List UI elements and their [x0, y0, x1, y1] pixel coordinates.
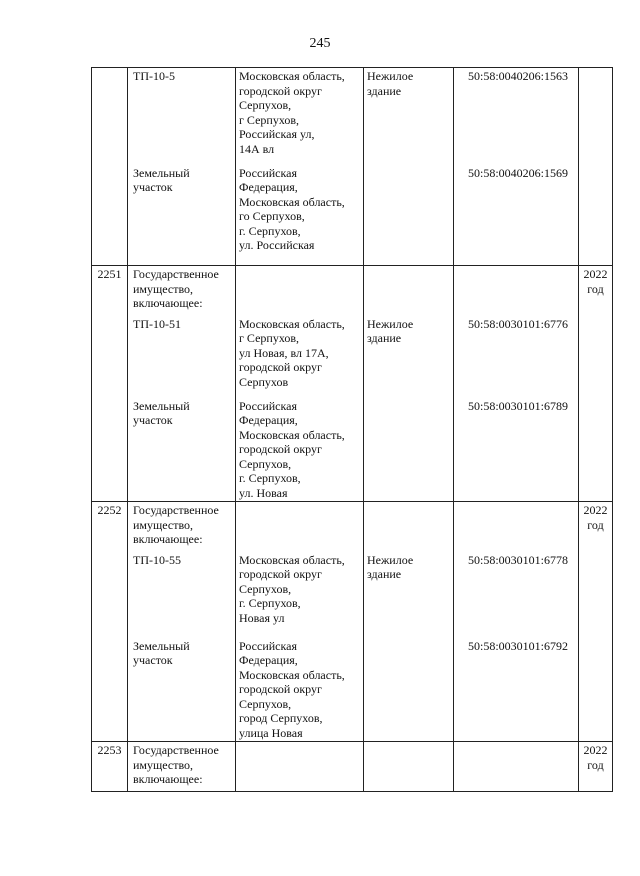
table-row [92, 552, 613, 638]
object-type [364, 638, 454, 742]
object-name-line: Государственное [133, 743, 219, 757]
cadastral-number: 50:58:0030101:6789 [454, 398, 579, 502]
object-address-line: Московская область, [239, 69, 345, 83]
object-name [128, 68, 236, 165]
object-type [364, 552, 454, 638]
object-name [128, 742, 236, 792]
object-name-line: ТП-10-51 [133, 316, 181, 331]
object-name [128, 502, 236, 552]
object-address [236, 68, 364, 165]
object-name-line: Земельный [133, 398, 190, 413]
object-address-line: Московская область, [239, 316, 345, 331]
object-address-line: ул. Российская [239, 238, 315, 253]
object-name-line: участок [133, 413, 173, 428]
object-type [364, 165, 454, 266]
object-address-line: Московская область, [239, 427, 345, 442]
table-row [92, 68, 613, 165]
object-address [236, 398, 364, 502]
object-address-line: г. Серпухов, [239, 596, 301, 611]
object-address-line: Серпухов, [239, 456, 292, 471]
object-name-line: имущество, [133, 281, 194, 296]
object-name-line: ТП-10-55 [133, 552, 181, 567]
object-address [236, 742, 364, 792]
table-row [92, 398, 613, 502]
object-address-line: Федерация, [239, 413, 298, 428]
object-type-line: Нежилое [367, 69, 414, 83]
cadastral-number [454, 266, 579, 316]
object-address-line: городской округ [239, 682, 322, 697]
object-type [364, 742, 454, 792]
item-number: 2253 [92, 742, 128, 792]
transfer-year [579, 266, 613, 502]
table-row [92, 502, 613, 552]
item-number [92, 68, 128, 266]
transfer-year [579, 502, 613, 742]
table-row [92, 638, 613, 742]
object-address-line: Российская [239, 165, 297, 180]
object-name-line: Земельный [133, 165, 190, 180]
object-address-line: 14А вл [239, 141, 275, 156]
object-address-line: Московская область, [239, 552, 345, 567]
object-address-line: Серпухов, [239, 696, 292, 711]
object-name-line: ТП-10-5 [133, 69, 175, 83]
object-type-line: здание [367, 331, 402, 346]
item-number: 2251 [92, 266, 128, 502]
object-address-line: Московская область, [239, 667, 345, 682]
object-type-line: Нежилое [367, 316, 414, 331]
cadastral-number: 50:58:0040206:1569 [454, 165, 579, 266]
transfer-year [579, 68, 613, 266]
table-row [92, 316, 613, 398]
object-name-line: Государственное [133, 503, 219, 517]
cadastral-number: 50:58:0040206:1563 [454, 68, 579, 165]
object-address-line: Серпухов, [239, 98, 292, 113]
object-type [364, 316, 454, 398]
object-address-line: Серпухов [239, 374, 289, 389]
transfer-year [579, 742, 613, 792]
object-address-line: г Серпухов, [239, 331, 300, 346]
cadastral-number [454, 742, 579, 792]
item-number: 2252 [92, 502, 128, 742]
object-name [128, 638, 236, 742]
transfer-year-line: 2022 [583, 743, 608, 757]
object-address-line: Федерация, [239, 653, 298, 668]
page-number: 245 [309, 36, 331, 51]
transfer-year-line: 2022 [583, 267, 608, 281]
transfer-year-line: год [587, 517, 604, 532]
object-name [128, 398, 236, 502]
table-row [92, 165, 613, 266]
table-row [92, 266, 613, 316]
object-address-line: городской округ [239, 567, 322, 582]
object-address [236, 502, 364, 552]
object-address-line: ул Новая, вл 17А, [239, 345, 329, 360]
object-address [236, 552, 364, 638]
object-name-line: включающее: [133, 772, 203, 787]
object-name-line: включающее: [133, 296, 203, 311]
object-address-line: г. Серпухов, [239, 223, 301, 238]
cadastral-number: 50:58:0030101:6776 [454, 316, 579, 398]
object-address-line: Московская область, [239, 194, 345, 209]
object-type [364, 398, 454, 502]
object-name-line: включающее: [133, 532, 203, 547]
object-address-line: городской округ [239, 360, 322, 375]
object-name-line: Государственное [133, 267, 219, 281]
cadastral-number: 50:58:0030101:6778 [454, 552, 579, 638]
object-address-line: городской округ [239, 83, 322, 98]
transfer-year-line: год [587, 757, 604, 772]
cadastral-number: 50:58:0030101:6792 [454, 638, 579, 742]
object-address [236, 266, 364, 316]
object-name-line: участок [133, 653, 173, 668]
object-address-line: г. Серпухов, [239, 471, 301, 486]
object-address-line: Новая ул [239, 610, 285, 625]
object-address [236, 316, 364, 398]
cadastral-number [454, 502, 579, 552]
object-address-line: Федерация, [239, 180, 298, 195]
object-type-line: здание [367, 567, 402, 582]
object-type [364, 502, 454, 552]
object-name-line: Земельный [133, 638, 190, 653]
object-name-line: участок [133, 180, 173, 195]
object-name [128, 165, 236, 266]
object-address-line: городской округ [239, 442, 322, 457]
object-type-line: здание [367, 83, 402, 98]
object-name [128, 552, 236, 638]
object-address-line: улица Новая [239, 726, 303, 741]
object-address-line: ул. Новая [239, 486, 288, 501]
object-type-line: Нежилое [367, 552, 414, 567]
object-address-line: Российская ул, [239, 127, 315, 142]
object-name-line: имущество, [133, 517, 194, 532]
property-registry-table [91, 67, 613, 792]
object-address-line: Российская [239, 638, 297, 653]
registry-body [92, 68, 613, 792]
object-address-line: го Серпухов, [239, 209, 305, 224]
table-row [92, 742, 613, 792]
object-address-line: г Серпухов, [239, 112, 300, 127]
object-name [128, 316, 236, 398]
object-address [236, 165, 364, 266]
object-name [128, 266, 236, 316]
transfer-year-line: год [587, 281, 604, 296]
transfer-year-line: 2022 [583, 503, 608, 517]
object-type [364, 68, 454, 165]
object-name-line: имущество, [133, 757, 194, 772]
object-type [364, 266, 454, 316]
object-address [236, 638, 364, 742]
object-address-line: Российская [239, 398, 297, 413]
object-address-line: Серпухов, [239, 581, 292, 596]
object-address-line: город Серпухов, [239, 711, 323, 726]
